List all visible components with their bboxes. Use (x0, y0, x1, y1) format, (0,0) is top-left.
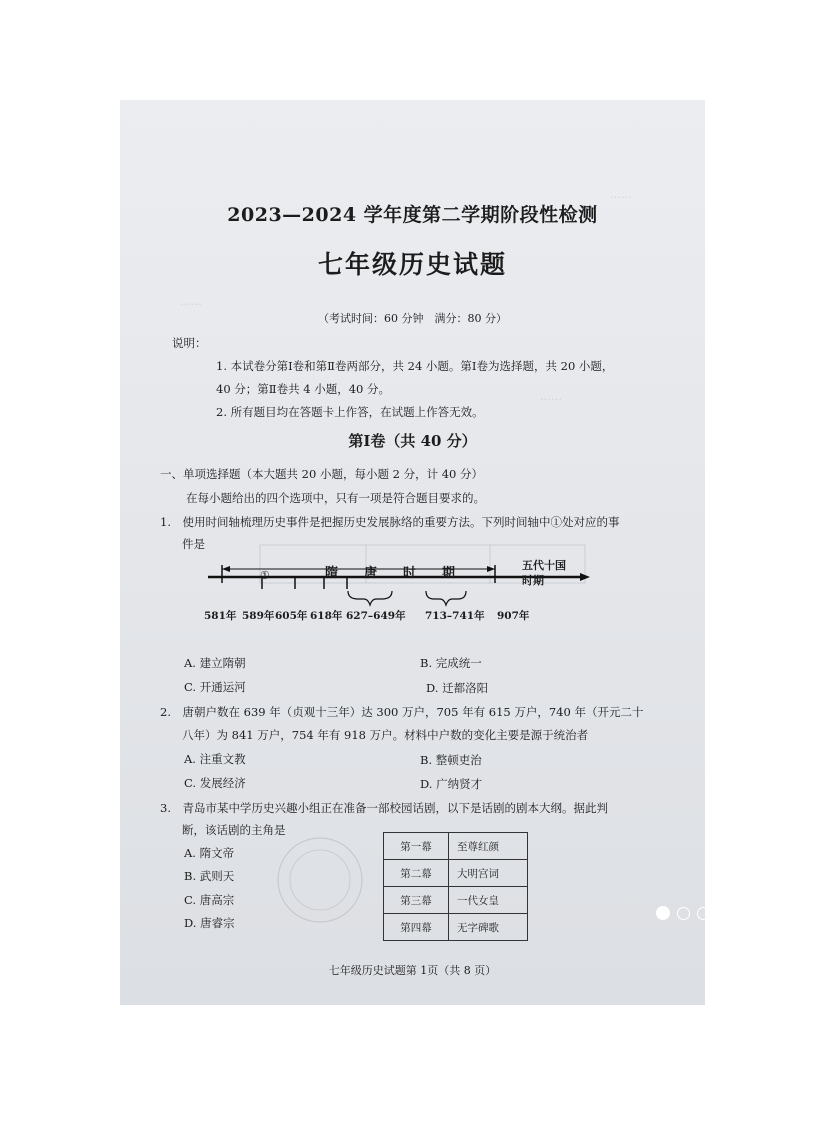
act-title: 一代女皇 (449, 887, 528, 914)
q1-option-d: D. 迁都洛阳 (426, 681, 489, 695)
q2-option-d: D. 广纳贤才 (420, 777, 483, 791)
q3-script-outline-table (383, 832, 528, 941)
bleed-through: …… (180, 295, 202, 308)
bleed-through-stamp (260, 830, 380, 930)
timeline-period-label: 隋 唐 时 期 (325, 566, 456, 581)
notes-item2: 2. 所有题目均在答题卡上作答，在试题上作答无效。 (216, 405, 484, 419)
act-label: 第四幕 (384, 914, 449, 941)
q2-stem-line1: 2. 唐朝户数在 639 年（贞观十三年）达 300 万户，705 年有 615 万户，740 年（开元二十 (160, 705, 644, 719)
q3-stem-line1: 3. 青岛市某中学历史兴趣小组正在准备一部校园话剧，以下是话剧的剧本大纲。据此判 (160, 801, 608, 815)
part-instruction: 在每小题给出的四个选项中，只有一项是符合题目要求的。 (186, 491, 485, 505)
q2-option-b: B. 整顿吏治 (420, 753, 482, 767)
timeline-year: 713–741年 (425, 610, 485, 622)
q1-option-c: C. 开通运河 (184, 680, 246, 694)
q3-option-a: A. 隋文帝 (184, 846, 235, 860)
exam-subtitle: （考试时间：60 分钟 满分：80 分） (318, 312, 507, 325)
timeline-marker: ① (260, 569, 270, 582)
q3-stem-line2: 断，该话剧的主角是 (182, 823, 286, 837)
act-title: 无字碑歌 (449, 914, 528, 941)
q2-stem-line2: 八年）为 841 万户，754 年有 918 万户。材料中户数的变化主要是源于统治者 (182, 728, 589, 742)
filled-dot-icon (656, 906, 670, 920)
q1-stem-line2: 件是 (182, 537, 205, 551)
act-label: 第二幕 (384, 860, 449, 887)
exam-paper-photo (120, 100, 805, 1005)
q3-option-c: C. 唐高宗 (184, 893, 235, 907)
page-footer: 七年级历史试题第 1页（共 8 页） (328, 964, 497, 977)
timeline-year: 618年 (310, 610, 343, 622)
notes-item1-line1: 1. 本试卷分第Ⅰ卷和第Ⅱ卷两部分，共 24 小题。第Ⅰ卷为选择题，共 20 小题， (216, 359, 614, 373)
act-title: 至尊红颜 (449, 833, 528, 860)
notes-item1-line2: 40 分；第Ⅱ卷共 4 小题，40 分。 (216, 382, 391, 396)
timeline-year: 589年 (242, 610, 275, 622)
table-row (384, 914, 528, 941)
exam-title-line1: 2023—2024 学年度第二学期阶段性检测 (227, 204, 598, 226)
q1-option-b: B. 完成统一 (420, 656, 482, 670)
watermark-line1: SHOT ON REDMI 10X (773, 830, 787, 977)
table-row (384, 833, 528, 860)
watermark-line2: AI TRIPLE CAMERA (791, 830, 805, 966)
part-heading: 一、单项选择题（本大题共 20 小题，每小题 2 分，计 40 分） (160, 467, 484, 481)
timeline-year: 605年 (275, 610, 308, 622)
q1-stem-line1: 1. 使用时间轴梳理历史事件是把握历史发展脉络的重要方法。下列时间轴中①处对应的事 (160, 515, 620, 529)
notes-label: 说明： (172, 336, 207, 350)
ring-dot-icon (697, 907, 710, 920)
section-title: 第Ⅰ卷（共 40 分） (348, 432, 477, 450)
q1-option-a: A. 建立隋朝 (184, 656, 246, 670)
timeline-end-label-2: 时期 (522, 574, 544, 587)
bleed-through: …… (610, 188, 632, 201)
timeline-year: 907年 (497, 610, 530, 622)
act-title: 大明宫词 (449, 860, 528, 887)
timeline-end-label-1: 五代十国 (522, 559, 566, 572)
bleed-through: …… (540, 390, 562, 403)
q2-option-c: C. 发展经济 (184, 776, 246, 790)
timeline-year: 627–649年 (346, 610, 406, 622)
table-row (384, 887, 528, 914)
ring-dot-icon (677, 907, 690, 920)
table-row (384, 860, 528, 887)
exam-title-line2: 七年级历史试题 (317, 250, 507, 279)
camera-logo-dots (656, 905, 712, 924)
timeline-year: 581年 (204, 610, 237, 622)
q3-option-d: D. 唐睿宗 (184, 916, 235, 930)
camera-watermark (773, 830, 813, 1000)
act-label: 第三幕 (384, 887, 449, 914)
act-label: 第一幕 (384, 833, 449, 860)
q3-option-b: B. 武则天 (184, 869, 235, 883)
q2-option-a: A. 注重文教 (184, 752, 246, 766)
